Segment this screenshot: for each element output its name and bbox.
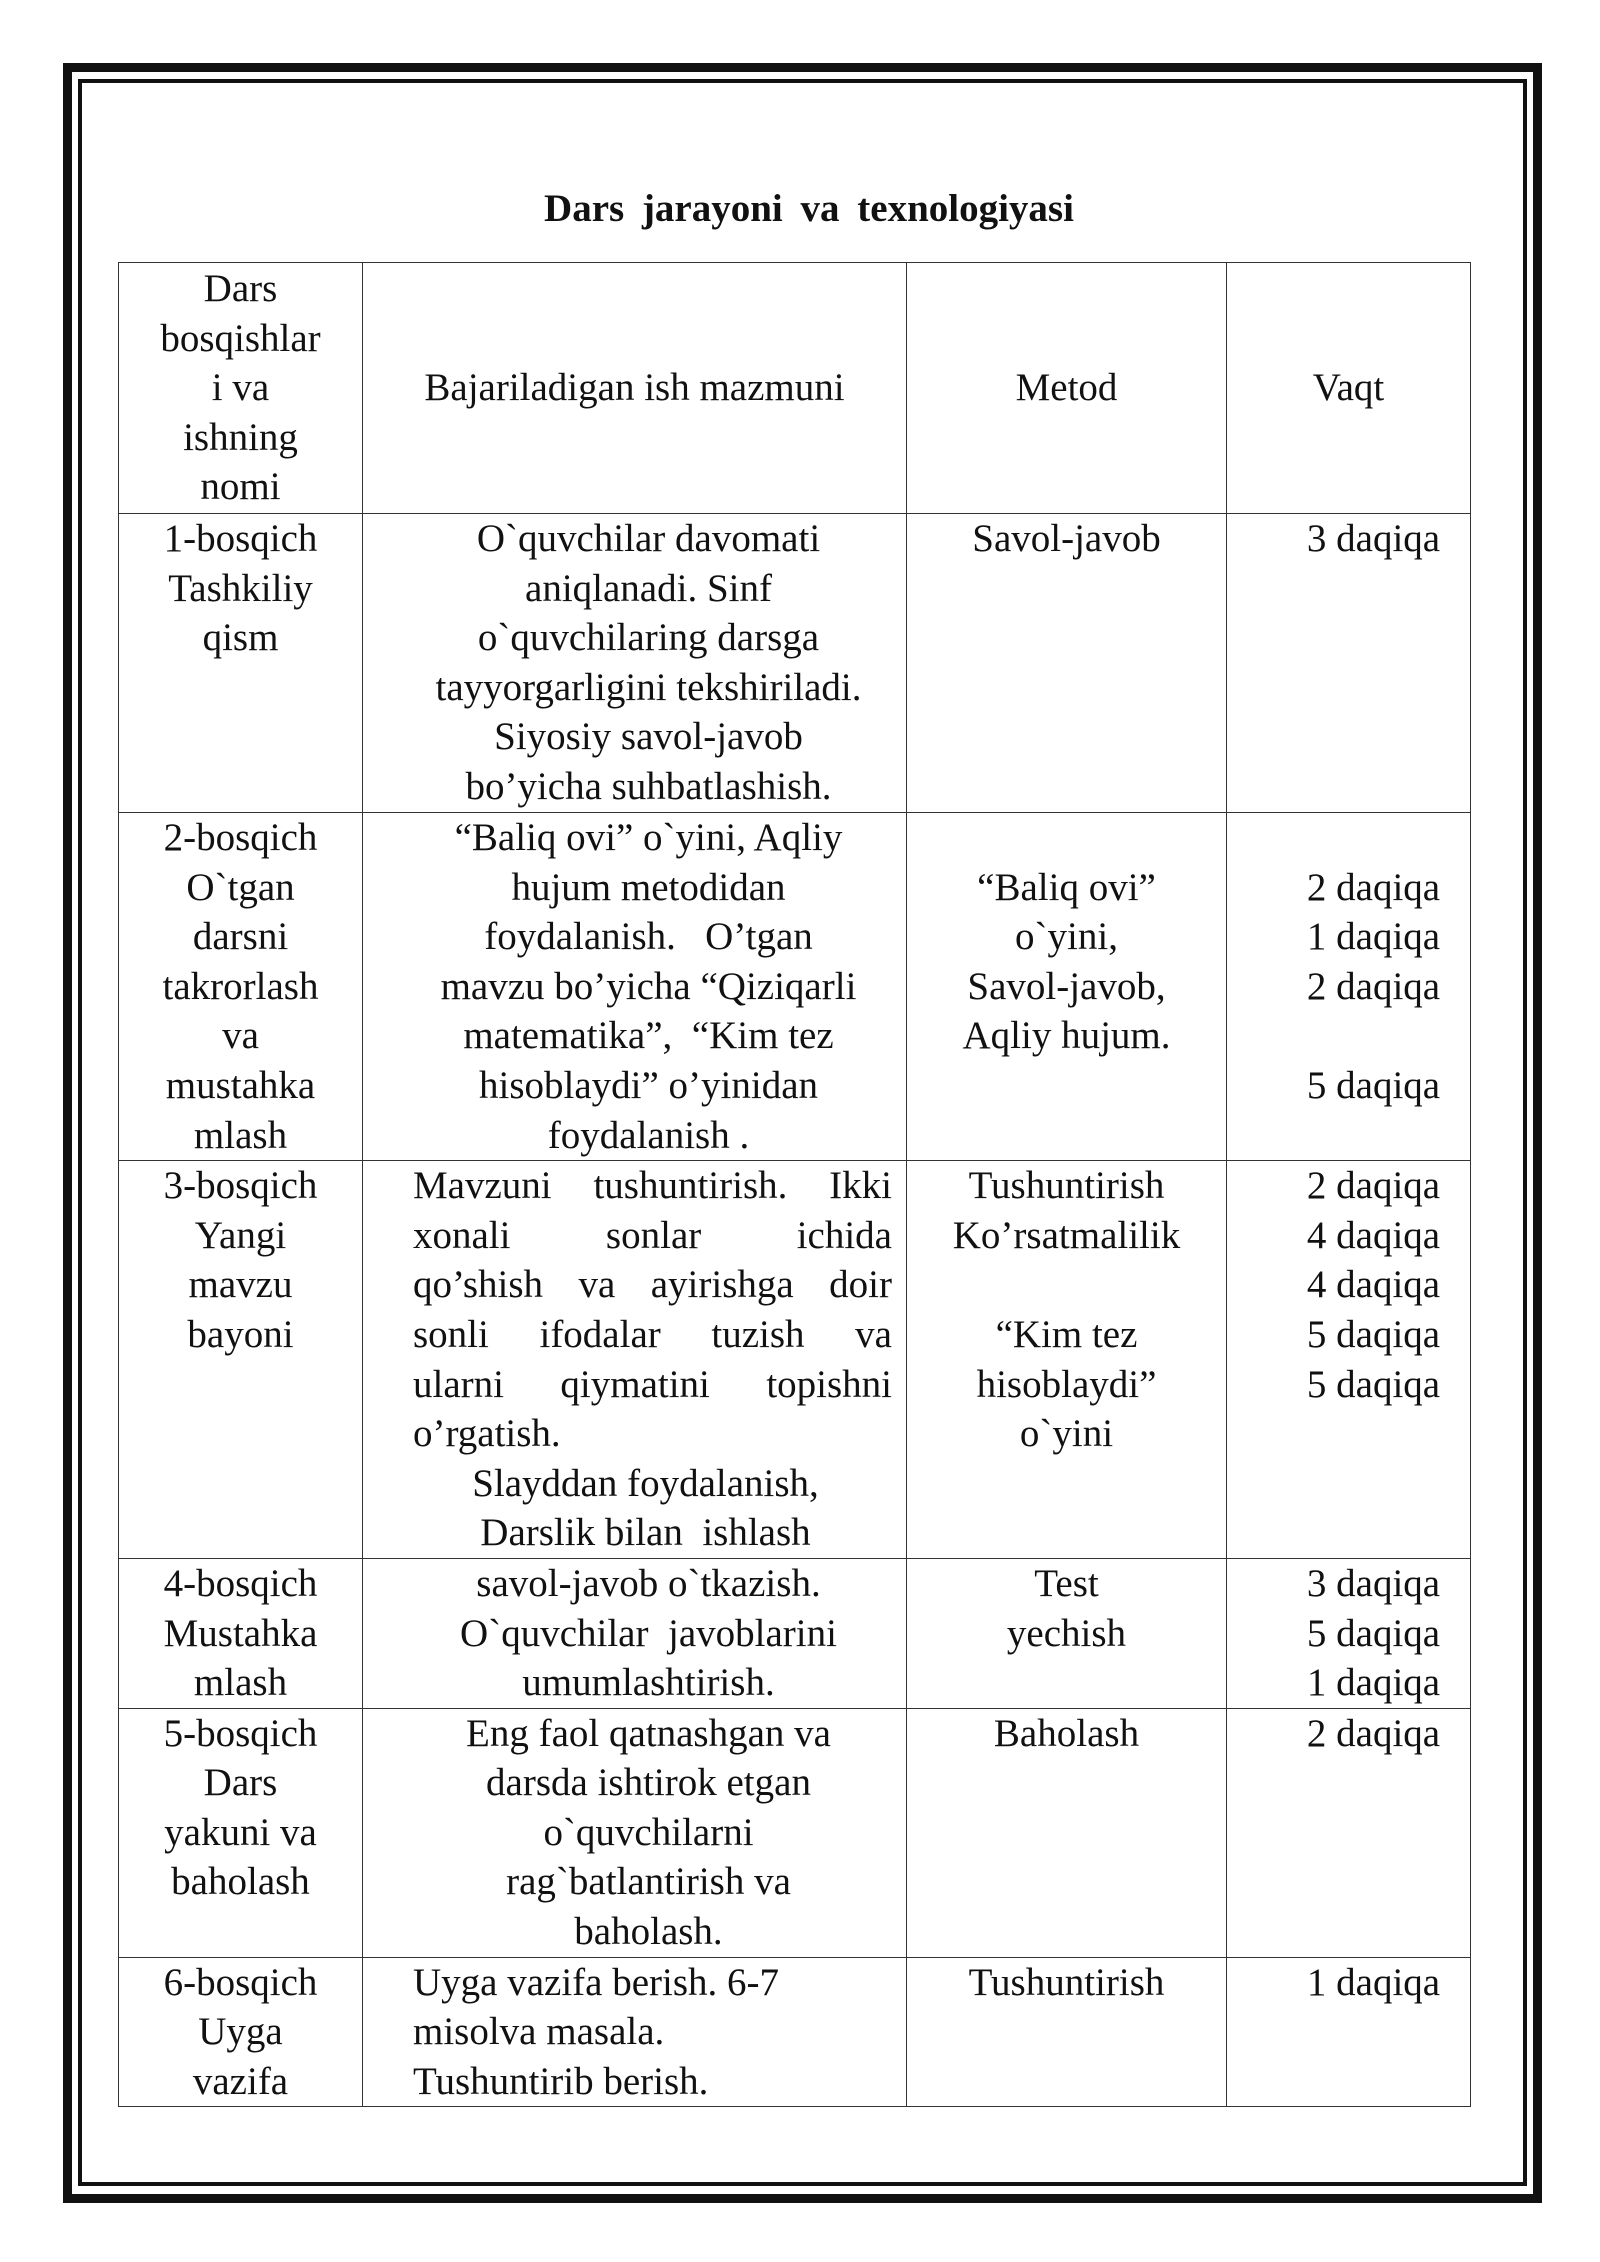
header-method: Metod [907,263,1227,514]
time-cell: 3 daqiqa [1227,514,1471,813]
content-cell: Eng faol qatnashgan va darsda ishtirok etgan o`quvchilarni rag`batlantirish va baholash. [363,1708,907,1957]
table-row [119,1558,1471,1708]
time-cell: 2 daqiqa 1 daqiqa 2 daqiqa 5 daqiqa [1227,813,1471,1161]
stage-cell: 4-bosqich Mustahka mlash [119,1558,363,1708]
time-cell: 2 daqiqa 4 daqiqa 4 daqiqa 5 daqiqa 5 daqiqa [1227,1161,1471,1559]
stage-cell: 3-bosqich Yangi mavzu bayoni [119,1161,363,1559]
content-cell: O`quvchilar davomati aniqlanadi. Sinf o`quvchilaring darsga tayyorgarligini tekshiriladi. Siyosiy savol-javob bo’yicha suhbatlashish. [363,514,907,813]
method-cell: Tushuntirish Ko’rsatmalilik “Kim tez hisoblaydi” o`yini [907,1161,1227,1559]
method-cell: Test yechish [907,1558,1227,1708]
header-time: Vaqt [1227,263,1471,514]
method-cell: Baholash [907,1708,1227,1957]
time-cell: 1 daqiqa [1227,1957,1471,2107]
method-cell: Savol-javob [907,514,1227,813]
stage-cell: 6-bosqich Uyga vazifa [119,1957,363,2107]
table-row [119,514,1471,813]
header-content: Bajariladigan ish mazmuni [363,263,907,514]
stage-cell: 1-bosqich Tashkiliy qism [119,514,363,813]
content-cell: Mavzuni tushuntirish. Ikki xonali sonlar ichida qo’shish va ayirishga doir sonli ifodalar tuzish va ularni qiymatini topishni o’rgatish. Slayddan foydalanish, Darslik bilan ishlash [363,1161,907,1559]
table-row [119,1708,1471,1957]
content-cell: Uyga vazifa berish. 6-7 misolva masala. Tushuntirib berish. [363,1957,907,2107]
time-cell: 3 daqiqa 5 daqiqa 1 daqiqa [1227,1558,1471,1708]
table-row [119,1161,1471,1559]
table-row [119,813,1471,1161]
stage-cell: 2-bosqich O`tgan darsni takrorlash va mustahka mlash [119,813,363,1161]
method-cell: Tushuntirish [907,1957,1227,2107]
table-row [119,1957,1471,2107]
time-cell: 2 daqiqa [1227,1708,1471,1957]
lesson-table [118,262,1471,2107]
content-cell: savol-javob o`tkazish. O`quvchilar javoblarini umumlashtirish. [363,1558,907,1708]
stage-cell: 5-bosqich Dars yakuni va baholash [119,1708,363,1957]
document-title: Dars jarayoni va texnologiyasi [544,187,1074,230]
header-stage: Dars bosqishlar i va ishning nomi [119,263,363,514]
table-header-row [119,263,1471,514]
method-cell: “Baliq ovi” o`yini, Savol-javob, Aqliy hujum. [907,813,1227,1161]
content-cell: “Baliq ovi” o`yini, Aqliy hujum metodidan foydalanish. O’tgan mavzu bo’yicha “Qiziqarli matematika”, “Kim tez hisoblaydi” o’yinidan foydalanish . [363,813,907,1161]
